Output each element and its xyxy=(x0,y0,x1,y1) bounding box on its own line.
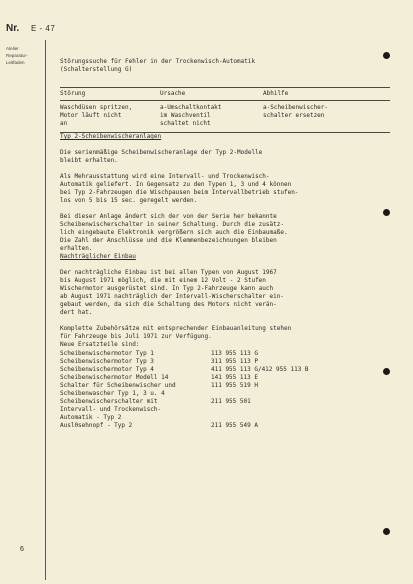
text-line: dert hat. xyxy=(60,309,93,316)
paragraph xyxy=(60,325,390,341)
text-line: erhalten. xyxy=(60,245,93,252)
margin-rule xyxy=(45,40,46,580)
list-item xyxy=(60,406,390,414)
section-title: Nachträglicher Einbau xyxy=(60,253,136,260)
part-name: Scheibenwischerschalter mit xyxy=(60,398,158,405)
header-ursache: Ursache xyxy=(160,90,186,97)
cell-abhilfe xyxy=(263,104,373,128)
list-item xyxy=(60,350,390,358)
part-name: Scheibenwascher Typ 1, 3 u. 4 xyxy=(60,390,165,397)
paragraph xyxy=(60,173,390,205)
side-label-line: Reparatur- xyxy=(6,53,28,58)
text-line: Als Mehrausstattung wird eine Intervall- und Trockenwisch- xyxy=(60,173,270,180)
part-name: Scheibenwischermotor Typ 3 xyxy=(60,358,154,365)
header-abhilfe: Abhilfe xyxy=(263,90,289,97)
section-title: Typ 2-Scheibenwischeranlagen xyxy=(60,133,162,140)
part-name: Scheibenwischermotor Typ 4 xyxy=(60,366,154,373)
intro xyxy=(60,58,390,74)
list-item xyxy=(60,398,390,406)
part-number: 311 955 113 P xyxy=(211,358,258,365)
part-number: 211 955 549 A xyxy=(211,422,258,429)
header-stoerung: Störung xyxy=(60,90,86,97)
part-number: 141 955 113 E xyxy=(211,374,258,381)
cell-line: schalter ersetzen xyxy=(263,112,325,119)
part-number: 111 955 519 H xyxy=(211,382,258,389)
cell-line: im Waschventil xyxy=(160,112,211,119)
cell-ursache xyxy=(160,104,263,128)
document-code: E - 47 xyxy=(30,24,56,33)
cell-line: an xyxy=(60,120,68,127)
text-line: Der nachträgliche Einbau ist bei allen Typen von August 1967 xyxy=(60,269,277,276)
cell-line: a-Umschaltkontakt xyxy=(160,104,222,111)
list-item xyxy=(60,374,390,382)
paragraph xyxy=(60,213,390,253)
part-name: Schalter für Scheibenwischer und xyxy=(60,382,176,389)
cell-line: Waschdüsen spritzen, xyxy=(60,104,133,111)
text-line: bleibt erhalten. xyxy=(60,157,118,164)
side-label-line: Atelier xyxy=(6,46,19,51)
cell-line: schaltet nicht xyxy=(160,120,211,127)
table-row xyxy=(60,101,390,132)
side-label xyxy=(6,45,28,66)
part-number: 113 955 113 G xyxy=(211,350,258,357)
parts-list xyxy=(60,350,390,430)
part-name: Scheibenwischermotor Modell 14 xyxy=(60,374,169,381)
text-line: gebaut werden, da sich die Schaltung des Motors nicht verän- xyxy=(60,301,277,308)
list-item xyxy=(60,422,390,430)
table-header xyxy=(60,88,390,101)
intro-line: (Schalterstellung G) xyxy=(60,66,133,73)
text-line: lich eingebaute Elektronik vergrößern sich auch die Einbaumaße. xyxy=(60,229,288,236)
text-line: Automatik geliefert. In Gegensatz zu den Typen 1, 3 und 4 können xyxy=(60,181,292,188)
paragraph xyxy=(60,149,390,165)
paragraph xyxy=(60,269,390,317)
parts-title: Neue Ersatzteile sind: xyxy=(60,341,140,348)
number-prefix: Nr. xyxy=(6,23,20,34)
part-name: Intervall- und Trockenwisch- xyxy=(60,406,162,413)
text-line: Scheibenwischerschalter in seiner Schaltung. Durch die zusätz- xyxy=(60,221,284,228)
list-item xyxy=(60,382,390,390)
side-label-line: Leitfaden xyxy=(6,60,25,65)
troubleshooting-table xyxy=(60,87,390,133)
part-number: 411 955 113 G/412 955 113 B xyxy=(211,366,309,373)
part-name: Automatik - Typ 2 xyxy=(60,414,122,421)
cell-stoerung xyxy=(60,104,160,128)
part-name: Ausl0sehnopf - Typ 2 xyxy=(60,422,133,429)
list-item xyxy=(60,358,390,366)
text-line: Wischermotor ausgerüstet sind. In Typ 2-Fahrzeuge kann auch xyxy=(60,285,274,292)
document-number xyxy=(6,16,55,35)
text-line: Die serienmäßige Scheibenwischeranlage der Typ 2-Modelle xyxy=(60,149,263,156)
text-line: los von 5 bis 15 sec. geregelt werden. xyxy=(60,197,198,204)
punch-hole-icon xyxy=(383,528,390,535)
text-line: ab August 1971 nachträglich der Intervall-Wischerschalter ein- xyxy=(60,293,284,300)
text-line: bis August 1971 möglich, die mit einem 12 Volt - 2 Stufen xyxy=(60,277,266,284)
text-line: Die Zahl der Anschlüsse und die Klemmenbezeichnungen bleiben xyxy=(60,237,277,244)
page-content xyxy=(60,58,390,430)
text-line: für Fahrzeuge bis Juli 1971 zur Verfügung. xyxy=(60,333,212,340)
text-line: bei Typ 2-Fahrzeugen die Wischpausen beim Intervallbetrieb stufen- xyxy=(60,189,299,196)
list-item xyxy=(60,390,390,398)
part-name: Scheibenwischermotor Typ 1 xyxy=(60,350,154,357)
cell-line: a-Scheibenwischer- xyxy=(263,104,329,111)
list-item xyxy=(60,414,390,422)
list-item xyxy=(60,366,390,374)
part-number: 211 955 501 xyxy=(211,398,251,405)
cell-line: Motor läuft nicht xyxy=(60,112,122,119)
text-line: Bei dieser Anlage ändert sich der von der Serie her bekannte xyxy=(60,213,277,220)
text-line: Komplette Zubehörsätze mit entsprechender Einbauanleitung stehen xyxy=(60,325,292,332)
page-number: 6 xyxy=(20,546,24,553)
intro-line: Störungssuche für Fehler in der Trockenwisch-Automatik xyxy=(60,58,256,65)
